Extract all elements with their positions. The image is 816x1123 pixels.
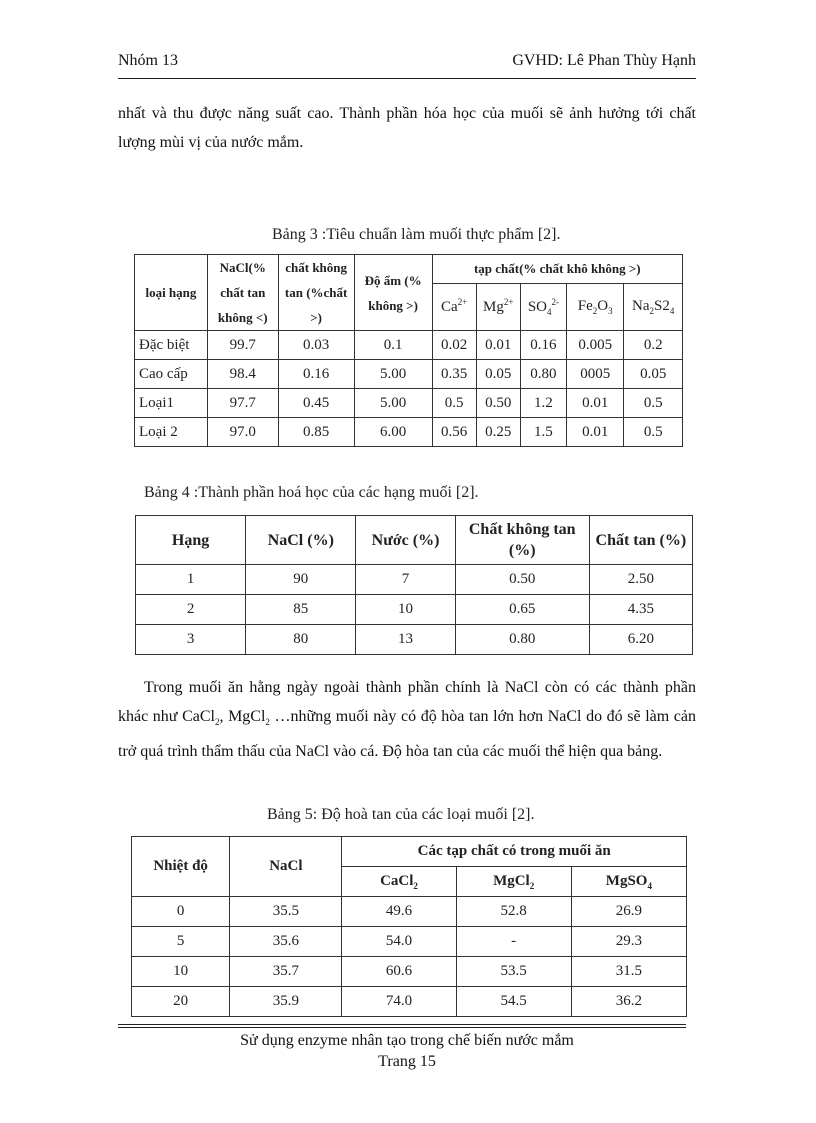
footer-divider [118,1024,686,1025]
table-row: 0 35.5 49.6 52.8 26.9 [132,897,687,927]
page-header [118,52,696,76]
table-row: 20 35.9 74.0 54.5 36.2 [132,987,687,1017]
table-row: 1 90 7 0.50 2.50 [136,565,693,595]
page-number: Trang 15 [378,1053,436,1070]
header-water: Nước (%) [356,516,455,565]
footer-title: Sử dụng enzyme nhân tạo trong chế biến nước mắm [240,1032,574,1049]
header-ca: $Ca^{2+}$ [432,283,476,331]
table-salt-standards [134,254,683,447]
header-cacl2: CaCl$_2$ [342,867,456,897]
table-salt-composition [135,515,693,655]
paragraph-intro: nhất và thu được năng suất cao. Thành phần hóa học của muối sẽ ảnh hưởng tới chất lượng mùi vị của nước mắm. [118,105,696,151]
header-soluble: Chất tan (%) [589,516,692,565]
table-row: Cao cấp 98.4 0.16 5.00 0.35 0.05 0.80 0005 0.05 [135,360,683,389]
header-insoluble: chất không tan (%chất >) [278,255,354,331]
header-mgso4: MgSO$_4$ [571,867,686,897]
header-grade: Hạng [136,516,246,565]
paragraph-solubility: Trong muối ăn hằng ngày ngoài thành phần chính là NaCl còn có các thành phần khác như CaCl$_2$, MgCl$_2$ …những muối này có độ hòa tan lớn hơn NaCl do đó sẽ làm cản trở quá trình thẩm thấu của NaCl vào cá. Độ hòa tan của các muối thể hiện qua bảng. [118,679,697,761]
table-row: 3 80 13 0.80 6.20 [136,625,693,655]
table-salt-solubility [131,836,687,1017]
header-mg: $Mg^{2+}$ [476,283,520,331]
header-insoluble: Chất không tan (%) [455,516,589,565]
table3-caption: Bảng 3 :Tiêu chuẩn làm muối thực phẩm [2]. [272,226,561,243]
header-nacl: NaCl [230,837,342,897]
table4-caption: Bảng 4 :Thành phần hoá học của các hạng muối [2]. [144,484,479,501]
table-row: Loại1 97.7 0.45 5.00 0.5 0.50 1.2 0.01 0.5 [135,389,683,418]
header-mgcl2: MgCl$_2$ [456,867,571,897]
header-nacl: NaCl (%) [246,516,356,565]
table-row: Đặc biệt 99.7 0.03 0.1 0.02 0.01 0.16 0.005 0.2 [135,331,683,360]
header-na2s24: $Na_2S2_4$ [624,283,683,331]
supervisor-name: GVHD: Lê Phan Thùy Hạnh [512,52,696,69]
header-fe2o3: $Fe_2O_3$ [567,283,624,331]
header-so4: $SO_4^{2-}$ [520,283,566,331]
header-grade: loại hạng [135,255,208,331]
footer-divider-double [118,1027,686,1028]
table-row: 5 35.6 54.0 - 29.3 [132,927,687,957]
table-row: 2 85 10 0.65 4.35 [136,595,693,625]
header-impurities: Các tạp chất có trong muối ăn [342,837,687,867]
header-temperature: Nhiệt độ [132,837,230,897]
group-name: Nhóm 13 [118,52,178,69]
table5-caption: Bảng 5: Độ hoà tan của các loại muối [2]. [267,806,535,823]
header-divider [118,78,696,79]
table-row: Loại 2 97.0 0.85 6.00 0.56 0.25 1.5 0.01 0.5 [135,418,683,447]
header-moisture: Độ ẩm (% không >) [354,255,432,331]
header-impurities: tạp chất(% chất khô không >) [432,255,682,284]
table-row: 10 35.7 60.6 53.5 31.5 [132,957,687,987]
header-nacl: NaCl(% chất tan không <) [207,255,278,331]
